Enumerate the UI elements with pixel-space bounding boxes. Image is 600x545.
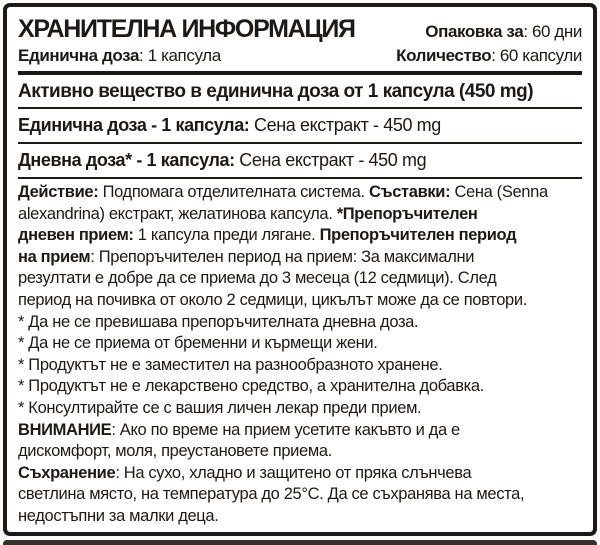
dose-row-label: Дневна доза* - 1 капсула: — [18, 150, 235, 170]
note-line: alexandrina) екстракт, желатинова капсула. *Препоръчителен — [18, 204, 478, 223]
dose-row — [18, 144, 582, 177]
header-row-1 — [18, 14, 582, 44]
note-line: период на почивка от около 2 седмици, цикълът може да се повтори. — [18, 290, 527, 309]
note-line: Съхранение: На сухо, хладно и защитено от пряка слънчева — [18, 463, 472, 482]
active-substance-heading: Активно вещество в единична доза от 1 капсула (450 mg) — [18, 81, 534, 102]
note-line: * Продуктът не е заместител на разнообразното хранене. — [18, 355, 443, 374]
pack-duration-value: : 60 дни — [523, 22, 582, 41]
quantity-value: : 60 капсули — [491, 46, 582, 65]
dose-row-value: Сена екстракт - 450 mg — [234, 150, 427, 170]
note-line: * Продуктът не е лекарствено средство, а хранителна добавка. — [18, 377, 484, 396]
note-line: дневен прием: 1 капсула преди лягане. Препоръчителен период — [18, 226, 517, 245]
dose-row-label: Единична доза - 1 капсула: — [18, 115, 250, 135]
dose-row — [18, 109, 582, 142]
next-label-box-edge — [3, 540, 597, 545]
note-line: Действие: Подпомага отделителната система. Съставки: Сена (Senna — [18, 183, 548, 201]
page-title: ХРАНИТЕЛНА ИНФОРМАЦИЯ — [18, 15, 355, 43]
note-line: дискомфорт, моля, преустановете приема. — [18, 442, 332, 461]
single-dose-header-value: : 1 капсула — [139, 46, 221, 65]
pack-duration-label: Опаковка за — [425, 22, 524, 41]
quantity-label: Количество — [396, 46, 492, 65]
single-dose-header — [18, 44, 221, 67]
note-line: * Да не се приема от бременни и кърмещи жени. — [18, 334, 378, 353]
dose-row-group — [18, 144, 582, 179]
notes-section — [18, 179, 582, 528]
note-line: недостъпни за малки деца. — [18, 506, 219, 525]
header-row-2 — [18, 44, 582, 67]
dose-row-group — [18, 109, 582, 144]
quantity — [396, 44, 582, 67]
single-dose-header-label: Единична доза — [18, 46, 140, 65]
note-line: * Да не се превишава препоръчителната дневна доза. — [18, 312, 419, 331]
pack-duration — [425, 20, 582, 43]
dose-rows — [18, 109, 582, 179]
note-line: резултати е добре да се приема до 3 месеца (12 седмици). След — [18, 269, 497, 288]
note-line: на прием: Препоръчителен период на прием: За максимални — [18, 247, 475, 266]
dose-row-value: Сена екстракт - 450 mg — [249, 115, 441, 135]
note-line: светлина място, на температура до 25°C. Да се съхранява на места, — [18, 485, 525, 504]
note-line: * Консултирайте се с вашия личен лекар преди прием. — [18, 398, 422, 417]
note-line: ВНИМАНИЕ: Ако по време на прием усетите какъвто и да е — [18, 420, 460, 439]
nutrition-label — [3, 3, 597, 536]
